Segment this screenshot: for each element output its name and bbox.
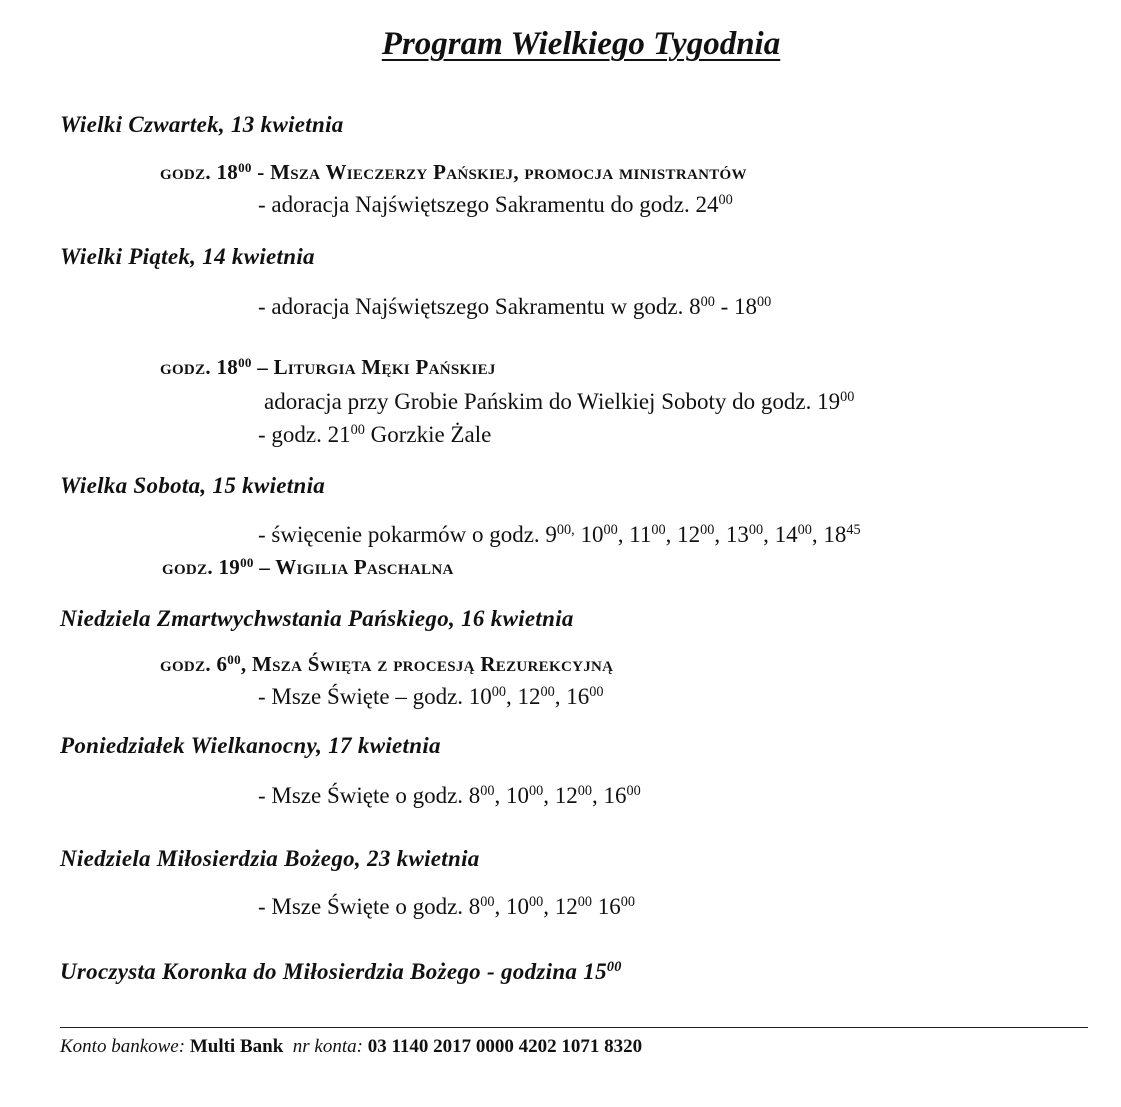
- account-number: 03 1140 2017 0000 4202 1071 8320: [367, 1036, 643, 1057]
- event-passion-liturgy: godz. $18^{00}$ – Liturgia Męki Pańskiej: [160, 354, 496, 379]
- day-heading-divine-mercy-sunday: Niedziela Miłosierdzia Bożego, 23 kwietnia: [60, 846, 480, 871]
- day-heading-thursday: Wielki Czwartek, 13 kwietnia: [60, 112, 344, 137]
- friday-gorzkie-zale: - godz. $21^{00}$ Gorzkie Żale: [258, 422, 492, 447]
- friday-tomb-adoration: adoracja przy Grobie Pańskim do Wielkiej Soboty do godz. $19^{00}$: [264, 389, 855, 414]
- account-label: nr konta:: [292, 1036, 363, 1057]
- footer-divider: [60, 1027, 1088, 1028]
- footer-bank-account: [60, 1036, 642, 1058]
- bank-name: Multi Bank: [189, 1036, 284, 1057]
- page-title: Program Wielkiego Tygodnia: [381, 26, 781, 62]
- day-heading-easter-sunday: Niedziela Zmartwychwstania Pańskiego, 16 kwietnia: [60, 606, 574, 631]
- day-heading-easter-monday: Poniedziałek Wielkanocny, 17 kwietnia: [60, 733, 441, 758]
- sunday-masses: - Msze Święte – godz. $10^{00}$, $12^{00}$, $16^{00}$: [258, 684, 604, 709]
- monday-masses: - Msze Święte o godz. $8^{00}$, $10^{00}$, $12^{00}$, $16^{00}$: [258, 783, 641, 808]
- bank-label: Konto bankowe:: [60, 1036, 186, 1057]
- saturday-food-blessing: - święcenie pokarmów o godz. $9^{00,}$ $10^{00}$, $11^{00}$, $12^{00}$, $13^{00}$, $14^{00}$, $18^{45}$: [258, 522, 861, 547]
- event-easter-vigil: godz. $19^{00}$ – Wigilia Paschalna: [162, 554, 454, 579]
- mercy-sunday-masses: - Msze Święte o godz. $8^{00}$, $10^{00}$, $12^{00}$ $16^{00}$: [258, 894, 636, 919]
- friday-adoration: - adoracja Najświętszego Sakramentu w godz. $8^{00} - 18^{00}$: [258, 294, 772, 319]
- day-heading-saturday: Wielka Sobota, 15 kwietnia: [60, 473, 326, 498]
- chaplet-divine-mercy: Uroczysta Koronka do Miłosierdzia Bożego - godzina $15^{00}$: [60, 959, 622, 984]
- thursday-adoration: - adoracja Najświętszego Sakramentu do godz. $24^{00}$: [258, 192, 733, 217]
- event-resurrection-mass: godz. $6^{00}$, Msza Święta z procesją Rezurekcyjną: [160, 651, 614, 676]
- day-heading-friday: Wielki Piątek, 14 kwietnia: [60, 244, 315, 269]
- event-mass-last-supper: godz. $18^{00}$ - Msza Wieczerzy Pańskiej, promocja ministrantów: [160, 159, 747, 184]
